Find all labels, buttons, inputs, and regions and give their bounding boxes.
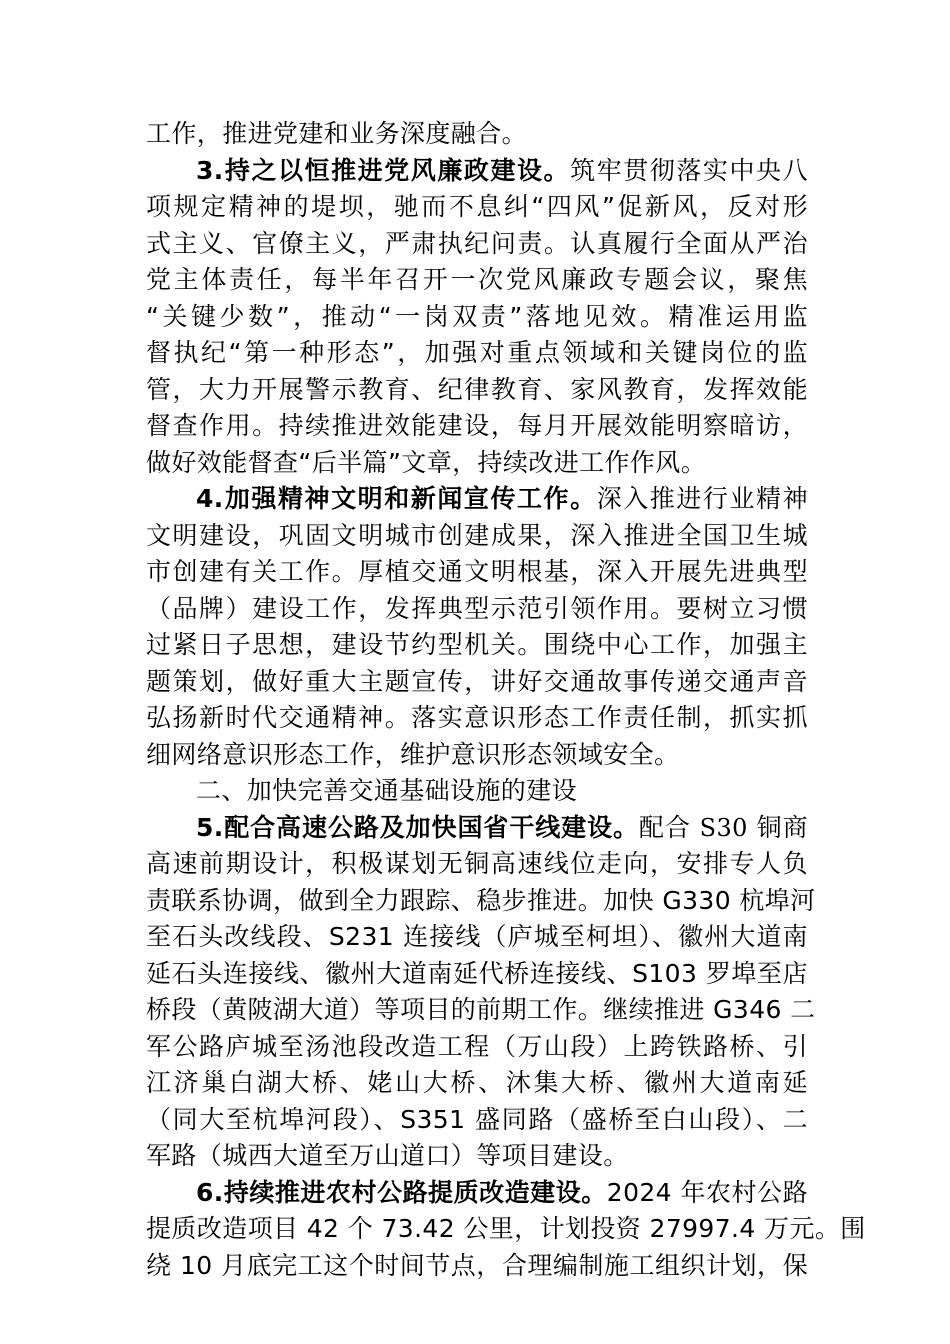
paragraph-line-1: 工作，推进党建和业务深度融合。	[146, 119, 528, 148]
paragraph-line-20	[146, 810, 808, 847]
paragraph-line-17: 弘扬新时代交通精神。落实意识形态工作责任制，抓实抓	[146, 703, 808, 732]
heading-3-continuation: 筑牢贯彻落实中央八	[570, 155, 808, 185]
paragraph-line-28: （同大至杭埠河段）、S351 盛同路（盛桥至白山段）、二	[146, 1104, 808, 1134]
road-code-s30: S30	[699, 813, 748, 842]
paragraph-line-4: 式主义、官僚主义，严肃执纪问责。认真履行全面从严治	[146, 228, 808, 258]
paragraph-line-12: 文明建设，巩固文明城市创建成果，深入推进全国卫生城	[146, 520, 808, 550]
heading-3: 3.持之以恒推进党风廉政建设。	[196, 155, 571, 185]
paragraph-line-6: “关键少数”，推动“一岗双责”落地见效。精准运用监	[146, 301, 808, 331]
paragraph-line-15: 过紧日子思想，建设节约型机关。围绕中心工作，加强主	[146, 630, 808, 659]
heading-6-continuation: 2024 年农村公路	[606, 1177, 808, 1207]
paragraph-line-18: 细网络意识形态工作，维护意识形态领域安全。	[146, 739, 680, 769]
paragraph-line-31: 提质改造项目 42 个 73.42 公里，计划投资 27997.4 万元。围	[146, 1214, 866, 1243]
heading-4-continuation: 深入推进行业精神	[596, 484, 809, 513]
heading-5-continuation-b: 铜商	[747, 812, 808, 842]
paragraph-line-11	[146, 481, 808, 518]
paragraph-line-10: 做好效能督查“后半篇”文章，持续改进工作作风。	[146, 447, 707, 477]
paragraph-line-3: 项规定精神的堤坝，驰而不息纠“四风”促新风，反对形	[146, 192, 808, 221]
paragraph-line-22: 责联系协调，做到全力跟踪、稳步推进。加快 G330 杭埠河	[146, 885, 816, 915]
paragraph-line-23: 至石头改线段、S231 连接线（庐城至柯坦）、徽州大道南	[146, 922, 808, 951]
paragraph-line-14: （品牌）建设工作，发挥典型示范引领作用。要树立习惯	[146, 593, 808, 623]
paragraph-line-13: 市创建有关工作。厚植交通文明根基，深入开展先进典型	[146, 557, 808, 586]
paragraph-line-32: 绕 10 月底完工这个时间节点，合理编制施工组织计划，保	[146, 1250, 808, 1280]
paragraph-line-25: 桥段（黄陂湖大道）等项目的前期工作。继续推进 G346 二	[146, 995, 816, 1024]
paragraph-line-7: 督执纪“第一种形态”，加强对重点领域和关键岗位的监	[146, 338, 808, 367]
paragraph-line-16: 题策划，做好重大主题宣传，讲好交通故事传递交通声音	[146, 666, 808, 696]
paragraph-line-30	[146, 1175, 808, 1212]
paragraph-line-27: 江济巢白湖大桥、姥山大桥、沐集大桥、徽州大道南延	[146, 1068, 808, 1097]
paragraph-line-9: 督查作用。持续推进效能建设，每月开展效能明察暗访，	[146, 411, 808, 440]
paragraph-line-29: 军路（城西大道至万山道口）等项目建设。	[146, 1141, 629, 1170]
paragraph-line-24: 延石头连接线、徽州大道南延代桥连接线、S103 罗埠至店	[146, 958, 808, 988]
paragraph-line-8: 管，大力开展警示教育、纪律教育、家风教育，发挥效能	[146, 374, 808, 404]
heading-5-continuation-a: 配合	[638, 812, 700, 842]
section-heading-2: 二、加快完善交通基础设施的建设	[196, 776, 578, 805]
paragraph-line-2	[146, 153, 808, 190]
heading-6: 6.持续推进农村公路提质改造建设。	[196, 1177, 607, 1207]
paragraph-line-5: 党主体责任，每半年召开一次党风廉政专题会议，聚焦	[146, 265, 808, 294]
document-body	[146, 116, 866, 1284]
paragraph-line-21: 高速前期设计，积极谋划无铜高速线位走向，安排专人负	[146, 849, 808, 878]
heading-4: 4.加强精神文明和新闻宣传工作。	[196, 484, 597, 513]
heading-5: 5.配合高速公路及加快国省干线建设。	[196, 812, 639, 842]
paragraph-line-26: 军公路庐城至汤池段改造工程（万山段）上跨铁路桥、引	[146, 1031, 808, 1061]
